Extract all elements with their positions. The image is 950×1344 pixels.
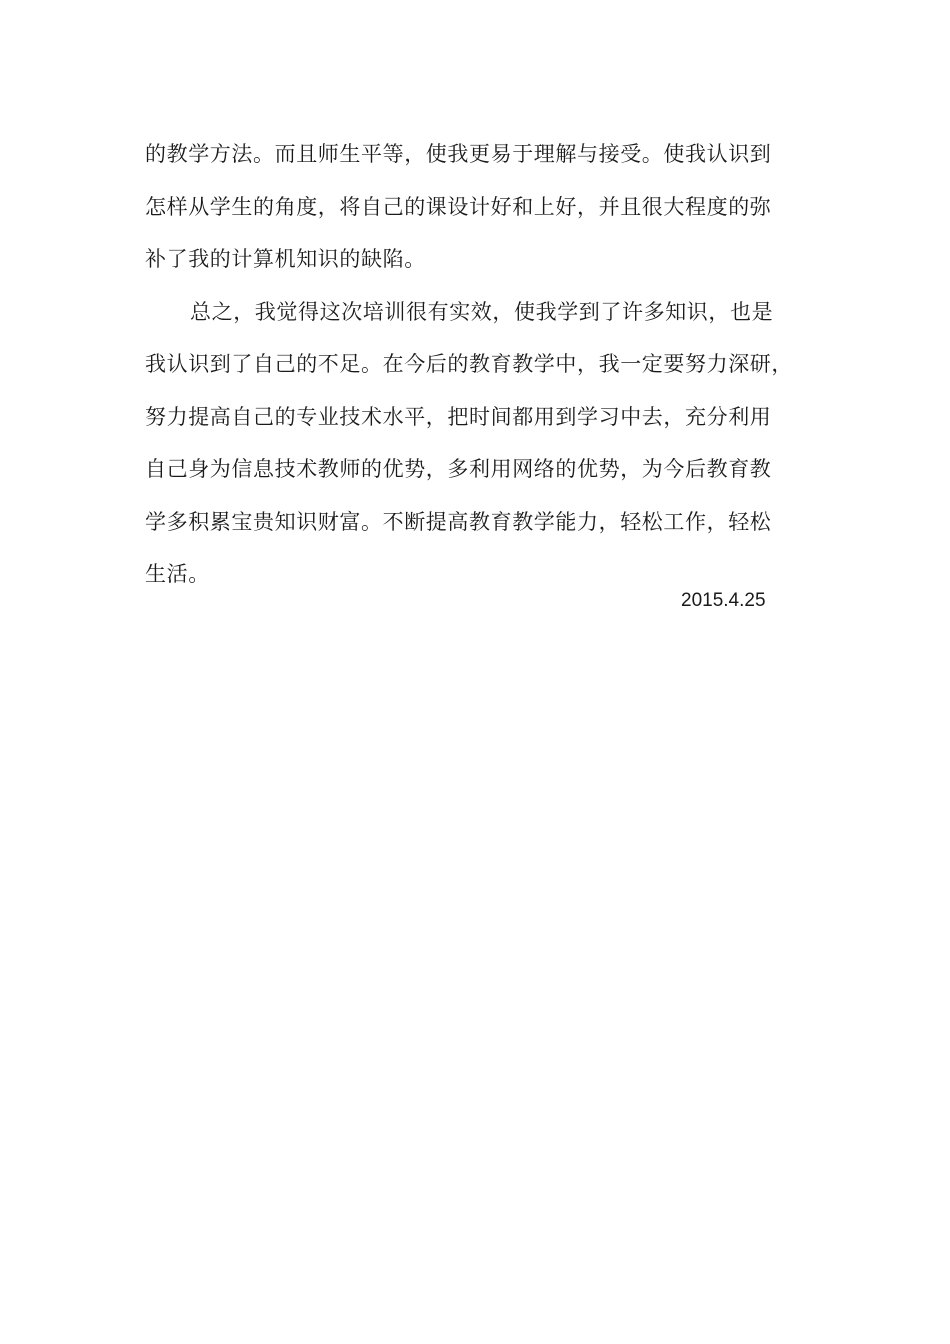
- paragraph-line: 生活。: [145, 562, 210, 586]
- paragraph-line: 努力提高自己的专业技术水平，把时间都用到学习中去，充分利用: [145, 404, 772, 429]
- paragraph-1: [145, 128, 845, 286]
- paragraph-line: 总之，我觉得这次培训很有实效，使我学到了许多知识，也是: [190, 299, 774, 324]
- paragraph-line: 自己身为信息技术教师的优势，多利用网络的优势，为今后教育教: [145, 457, 772, 481]
- paragraph-line: 怎样从学生的角度，将自己的课设计好和上好，并且很大程度的弥: [145, 194, 772, 219]
- document-body: [145, 128, 845, 601]
- paragraph-line: 学多积累宝贵知识财富。不断提高教育教学能力，轻松工作，轻松: [145, 509, 772, 534]
- document-date: 2015.4.25: [681, 590, 766, 611]
- paragraph-line: 补了我的计算机知识的缺陷。: [145, 247, 426, 271]
- paragraph-2: [145, 286, 845, 601]
- paragraph-line: 我认识到了自己的不足。在今后的教育教学中，我一定要努力深研，: [145, 352, 793, 376]
- paragraph-line: 的教学方法。而且师生平等，使我更易于理解与接受。使我认识到: [145, 142, 772, 166]
